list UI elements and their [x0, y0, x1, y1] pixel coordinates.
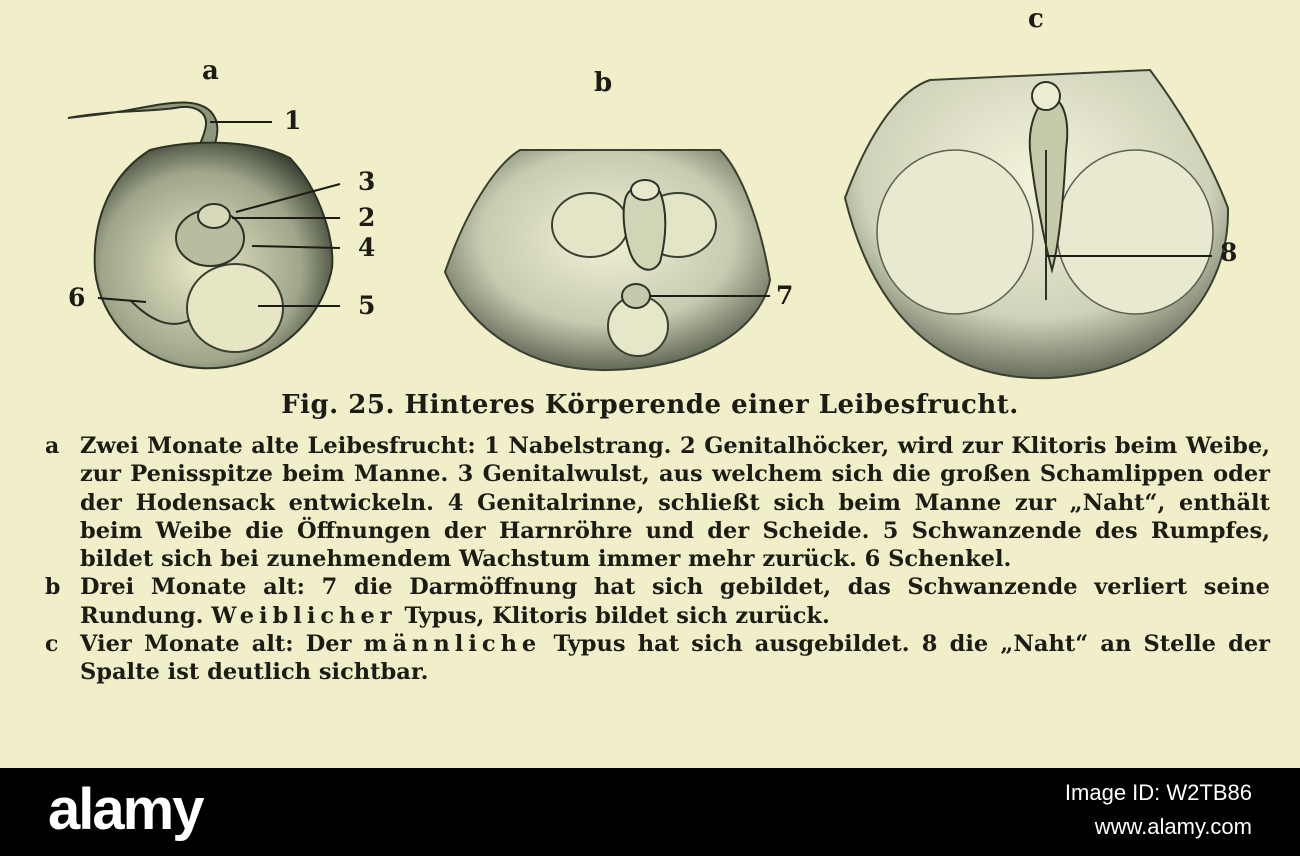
illustration-a [68, 102, 340, 368]
legend-entry-a [40, 432, 1270, 573]
legend-entry-c [40, 630, 1270, 687]
callout-2: 2 [358, 203, 376, 232]
callout-7: 7 [776, 281, 794, 310]
illustration-b [445, 150, 770, 370]
panel-label-c: c [1028, 4, 1044, 34]
callout-4: 4 [358, 233, 376, 262]
legend-text-c-spaced: männliche [363, 631, 542, 658]
alamy-logo: alamy [48, 777, 203, 842]
panel-label-b: b [594, 68, 613, 98]
footer-url[interactable]: www.alamy.com [1094, 814, 1252, 839]
callout-5: 5 [358, 291, 376, 320]
legend-text-c-before: Vier Monate alt: Der [80, 631, 364, 658]
legend-text-b-after: Typus, Klitoris bildet sich zurück. [396, 602, 830, 629]
anatomical-illustrations [0, 0, 1300, 390]
legend-text-a: Zwei Monate alte Leibesfrucht: 1 Nabelstrang. 2 Genitalhöcker, wird zur Klitoris beim Weibe, zur Penisspitze beim Manne. 3 Genitalwulst, aus welchem sich die großen Schamlippen oder der Hodensack entwickeln. 4 Genitalrinne, schließt sich beim Manne zur „Naht“, enthält beim Weibe die Öffnungen der Harnröhre und der Scheide. 5 Schwanzende des Rumpfes, bildet sich bei zunehmendem Wachstum immer mehr zurück. 6 Schenkel. [80, 433, 1270, 573]
panel-label-a: a [202, 56, 219, 86]
stock-footer-bar [0, 768, 1300, 856]
legend-text-b-spaced: Weiblicher [211, 602, 397, 629]
legend-entry-b [40, 573, 1270, 630]
illustration-c [845, 70, 1228, 378]
legend-key-a: a [45, 433, 60, 459]
figure-caption-title: Fig. 25. Hinteres Körperende einer Leibesfrucht. [281, 390, 1019, 420]
legend-text-b-before: Drei Monate alt: 7 die Darmöffnung hat sich gebildet, das Schwanzende verliert seine Rundung. [80, 574, 1270, 629]
legend-key-c: c [45, 631, 59, 658]
callout-1: 1 [284, 106, 302, 135]
callout-8: 8 [1220, 238, 1238, 267]
callout-6: 6 [68, 283, 86, 312]
legend-text-c-after: Typus hat sich ausgebildet. 8 die „Naht“ an Stelle der Spalte ist deutlich sichtbar. [80, 631, 1270, 686]
legend-key-b: b [45, 574, 61, 601]
figure-legend [40, 432, 1270, 687]
callout-3: 3 [358, 167, 376, 196]
image-id: Image ID: W2TB86 [1064, 780, 1252, 805]
